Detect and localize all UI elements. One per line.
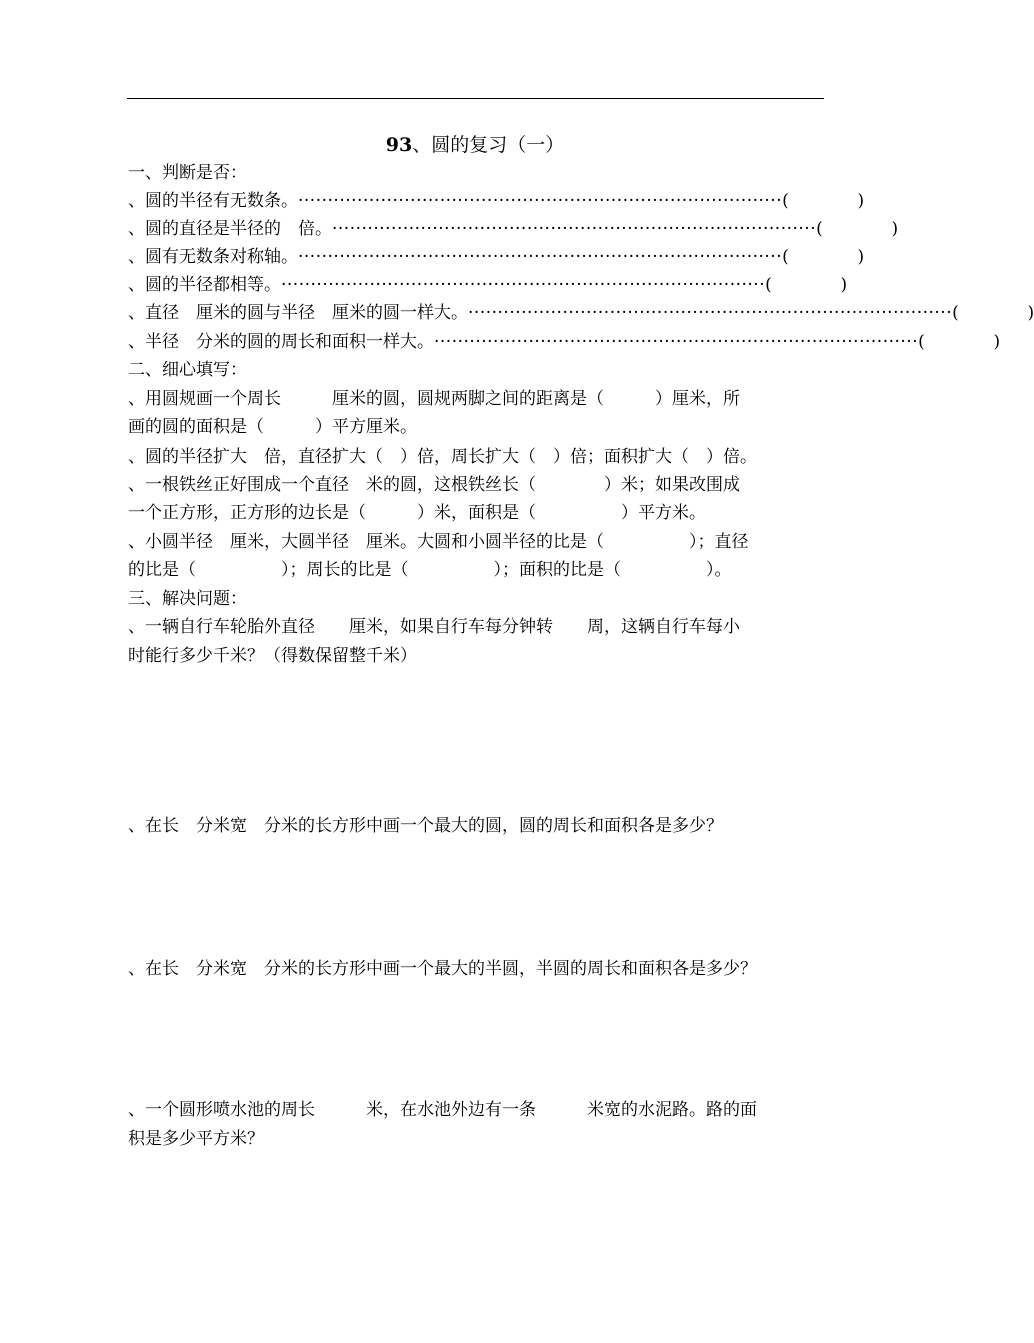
- judge-item: [128, 190, 865, 212]
- problem-line: 积是多少平方米？: [128, 1129, 264, 1149]
- page-title: [0, 130, 950, 157]
- answer-blank[interactable]: ( ): [782, 191, 865, 211]
- section3-heading: 三、解决问题：: [128, 589, 247, 609]
- judge-item-text: 、圆的半径都相等。: [128, 275, 281, 295]
- problem-line: 、在长 分米宽 分米的长方形中画一个最大的半圆，半圆的周长和面积各是多少？: [128, 959, 757, 979]
- answer-blank[interactable]: ( ): [952, 303, 1034, 323]
- problem-line: 、一辆自行车轮胎外直径 厘米，如果自行车每分钟转 周，这辆自行车每小: [128, 617, 740, 637]
- dot-leader: ··················································································: [281, 275, 766, 295]
- fill-question-line: 、小圆半径 厘米，大圆半径 厘米。大圆和小圆半径的比是（ ）；直径: [128, 532, 749, 552]
- judge-item: [128, 302, 1034, 324]
- problem-line: 时能行多少千米？（得数保留整千米）: [128, 646, 417, 666]
- dot-leader: ··················································································: [434, 332, 919, 352]
- answer-blank[interactable]: ( ): [816, 219, 899, 239]
- section2-heading: 二、细心填写：: [128, 360, 247, 380]
- title-text: 、圆的复习（一）: [412, 134, 565, 156]
- section1-heading: 一、判断是否：: [128, 163, 247, 183]
- fill-question-line: 、用圆规画一个周长 厘米的圆，圆规两脚之间的距离是（ ）厘米，所: [128, 389, 740, 409]
- judge-item: [128, 274, 848, 296]
- answer-blank[interactable]: ( ): [765, 275, 848, 295]
- judge-item: [128, 246, 865, 268]
- judge-item-text: 、直径 厘米的圆与半径 厘米的圆一样大。: [128, 303, 468, 323]
- title-number: 93: [385, 134, 413, 156]
- judge-item-text: 、圆的半径有无数条。: [128, 191, 298, 211]
- dot-leader: ··················································································: [298, 191, 783, 211]
- dot-leader: ··················································································: [332, 219, 817, 239]
- fill-question-line: 的比是（ ）；周长的比是（ ）；面积的比是（ ）。: [128, 560, 732, 580]
- judge-item-text: 、半径 分米的圆的周长和面积一样大。: [128, 332, 434, 352]
- dot-leader: ··················································································: [298, 247, 783, 267]
- header-rule: [127, 98, 824, 99]
- problem-line: 、在长 分米宽 分米的长方形中画一个最大的圆，圆的周长和面积各是多少？: [128, 816, 723, 836]
- judge-item-text: 、圆有无数条对称轴。: [128, 247, 298, 267]
- answer-blank[interactable]: ( ): [918, 332, 1001, 352]
- judge-item-text: 、圆的直径是半径的 倍。: [128, 219, 332, 239]
- dot-leader: ··················································································: [468, 303, 953, 323]
- judge-item: [128, 218, 899, 240]
- judge-item: [128, 331, 1001, 353]
- fill-question-line: 一个正方形，正方形的边长是（ ）米，面积是（ ）平方米。: [128, 503, 706, 523]
- fill-question-line: 、一根铁丝正好围成一个直径 米的圆，这根铁丝长（ ）米；如果改围成: [128, 475, 740, 495]
- answer-blank[interactable]: ( ): [782, 247, 865, 267]
- fill-question-line: 画的圆的面积是（ ）平方厘米。: [128, 417, 417, 437]
- problem-line: 、一个圆形喷水池的周长 米，在水池外边有一条 米宽的水泥路。路的面: [128, 1100, 757, 1120]
- fill-question-line: 、圆的半径扩大 倍，直径扩大（ ）倍，周长扩大（ ）倍；面积扩大（ ）倍。: [128, 447, 757, 467]
